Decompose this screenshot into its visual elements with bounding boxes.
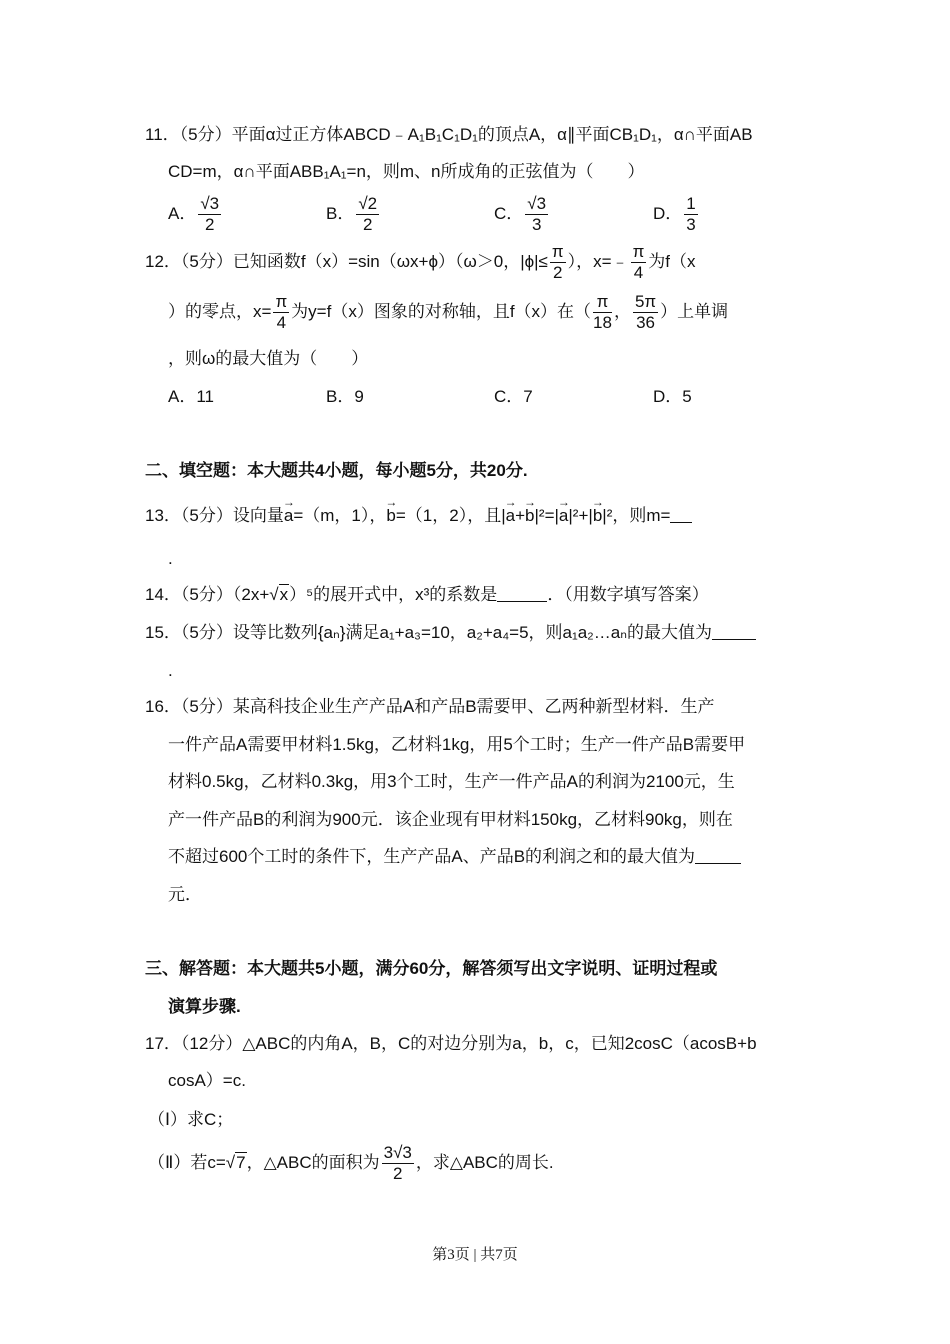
q13-answer-blank xyxy=(670,508,692,523)
q12-option-a: A．11 xyxy=(168,387,214,406)
q13-line2: . xyxy=(168,549,173,568)
q15-line1: 15．（5分）设等比数列{aₙ}满足a₁+a₃=10，a₂+a₄=5，则a₁a₂…aₙ的最大值为 xyxy=(145,624,756,641)
q16-line6: 元． xyxy=(168,885,202,904)
section-3-heading-line1: 三、解答题：本大题共5小题，满分60分，解答须写出文字说明、证明过程或 xyxy=(145,959,718,978)
q16-line4: 产一件产品B的利润为900元．该企业现有甲材料150kg，乙材料90kg，则在 xyxy=(168,810,733,829)
q11-option-d: D． $\frac{1}{3}$ xyxy=(653,194,696,234)
q11-option-c: C． $\frac{√3}{3}$ xyxy=(494,194,547,234)
q17-part2: （Ⅱ）若c=√7，△ABC的面积为 $\frac{3√3}{2}$ ，求△ABC的周长. xyxy=(148,1143,554,1183)
q17-line2: cosA）=c. xyxy=(168,1071,246,1090)
q12-line2: ）的零点，x= $\frac{\pi}{4}$ 为y=f（x）图象的对称轴，且f（x）在（ $\frac{\pi}{18}$ ， $\frac{5\pi}{36}$ ）上单调 xyxy=(168,292,729,332)
q11-option-b: B． $\frac{√2}{2}$ xyxy=(326,194,378,234)
q11-options xyxy=(168,194,223,235)
q11-line1: 11．（5分）平面α过正方体ABCD﹣A₁B₁C₁D₁的顶点A，α∥平面CB₁D₁，α∩平面AB xyxy=(145,125,753,144)
q14-line: 14．（5分）（2x+√x）⁵的展开式中，x³的系数是 ．（用数字填写答案） xyxy=(145,585,709,604)
q16-line1: 16．（5分）某高科技企业生产产品A和产品B需要甲、乙两种新型材料．生产 xyxy=(145,697,715,716)
q15-line2: . xyxy=(168,661,173,680)
q14-answer-blank xyxy=(497,587,547,602)
q16-line2: 一件产品A需要甲材料1.5kg，乙材料1kg，用5个工时；生产一件产品B需要甲 xyxy=(168,735,746,754)
q16-line3: 材料0.5kg，乙材料0.3kg，用3个工时，生产一件产品A的利润为2100元，生 xyxy=(168,772,735,791)
q12-option-b: B．9 xyxy=(326,387,364,406)
section-3-heading-line2: 演算步骤. xyxy=(168,997,241,1016)
q11-option-a: A． $\frac{√3}{2}$ xyxy=(168,194,220,234)
q12-line3: ，则ω的最大值为（ ） xyxy=(168,349,369,368)
q11-line2: CD=m，α∩平面ABB₁A₁=n，则m、n所成角的正弦值为（ ） xyxy=(168,162,645,181)
section-2-heading: 二、填空题：本大题共4小题，每小题5分，共20分. xyxy=(145,461,528,480)
q15-answer-blank xyxy=(712,625,756,640)
q12-line1: 12．（5分）已知函数f（x）=sin（ωx+ϕ）（ω＞0，|ϕ|≤ $\frac{\pi}{2}$ ），x=﹣ $\frac{\pi}{4}$ 为f（x xyxy=(145,242,696,282)
q16-line5: 不超过600个工时的条件下，生产产品A、产品B的利润之和的最大值为 xyxy=(168,848,741,865)
q16-answer-blank xyxy=(695,849,741,864)
q13-line1: 13．（5分）设向量→ a=（m，1），→ b=（1，2），且|→ a+→ b|²=|→ a|²+|→ b|²，则m= xyxy=(145,507,692,524)
q12-option-d: D．5 xyxy=(653,387,692,406)
q17-line1: 17．（12分）△ABC的内角A，B，C的对边分别为a，b，c，已知2cosC（acosB+b xyxy=(145,1034,757,1053)
q17-part1: （Ⅰ）求C； xyxy=(148,1110,234,1129)
q12-option-c: C．7 xyxy=(494,387,533,406)
page-footer: 第3页 | 共7页 xyxy=(432,1247,518,1263)
